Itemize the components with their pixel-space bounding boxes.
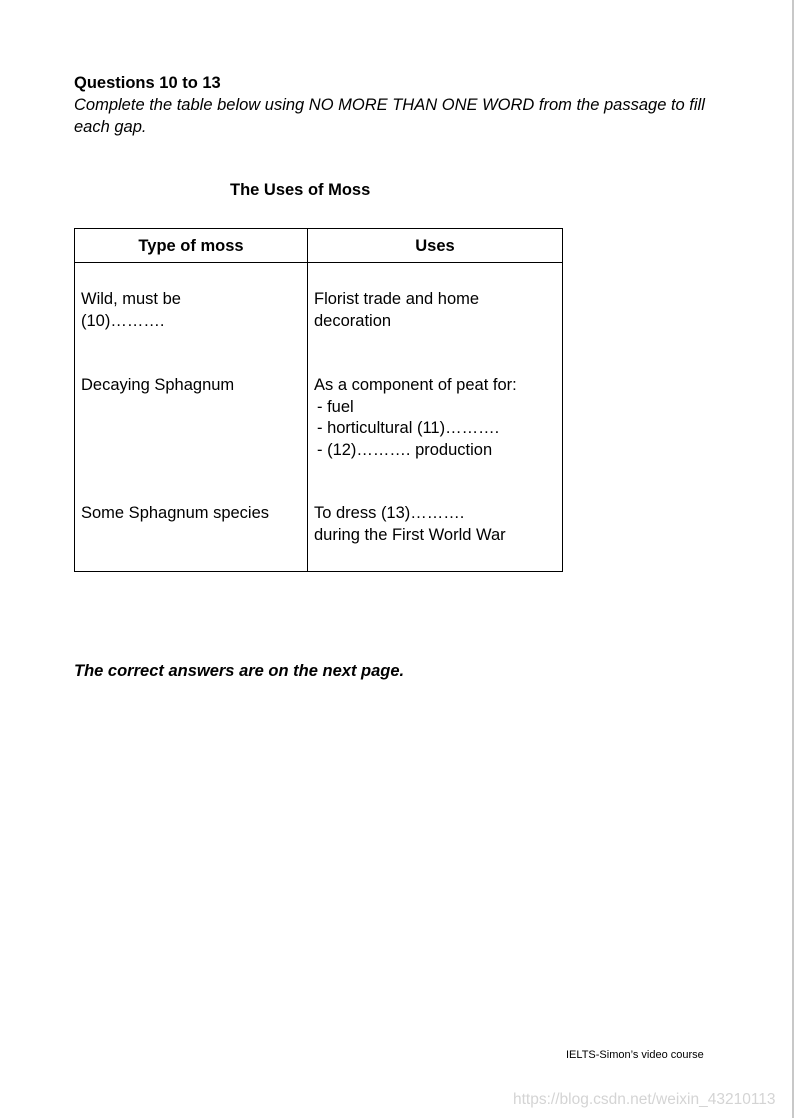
table-cell-uses — [314, 289, 554, 332]
gap-10: (10)………. — [81, 311, 165, 330]
course-credit: IELTS-Simon’s video course — [566, 1049, 704, 1061]
list-item: - fuel — [317, 397, 354, 416]
cell-line: Some Sphagnum species — [81, 504, 270, 522]
table-cell-type — [81, 375, 301, 397]
cell-line: during the First World War — [314, 525, 506, 544]
table-title: The Uses of Moss — [230, 181, 371, 199]
column-header-type: Type of moss — [138, 237, 244, 255]
column-header-uses: Uses — [415, 237, 455, 255]
gap-12: - (12)………. production — [317, 440, 493, 459]
cell-line: Decaying Sphagnum — [81, 376, 235, 394]
table-cell-uses — [314, 375, 554, 461]
table-cell-type — [81, 503, 301, 525]
cell-line: As a component of peat for: — [314, 376, 517, 394]
header-divider — [75, 262, 562, 263]
column-divider — [307, 229, 308, 571]
table-cell-uses — [314, 503, 554, 546]
cell-line: Wild, must be — [81, 290, 181, 308]
cell-line: Florist trade and home — [314, 290, 480, 308]
url-watermark: https://blog.csdn.net/weixin_43210113 — [513, 1091, 776, 1108]
gap-13: To dress (13)………. — [314, 504, 465, 522]
answers-note: The correct answers are on the next page. — [74, 662, 405, 680]
moss-uses-table — [74, 228, 563, 572]
gap-11: - horticultural (11)………. — [317, 419, 500, 437]
instructions-text: Complete the table below using NO MORE THAN ONE WORD from the passage to fill each gap. — [74, 96, 705, 136]
table-cell-type — [81, 289, 301, 332]
cell-line: decoration — [314, 311, 392, 330]
questions-heading: Questions 10 to 13 — [74, 74, 221, 92]
